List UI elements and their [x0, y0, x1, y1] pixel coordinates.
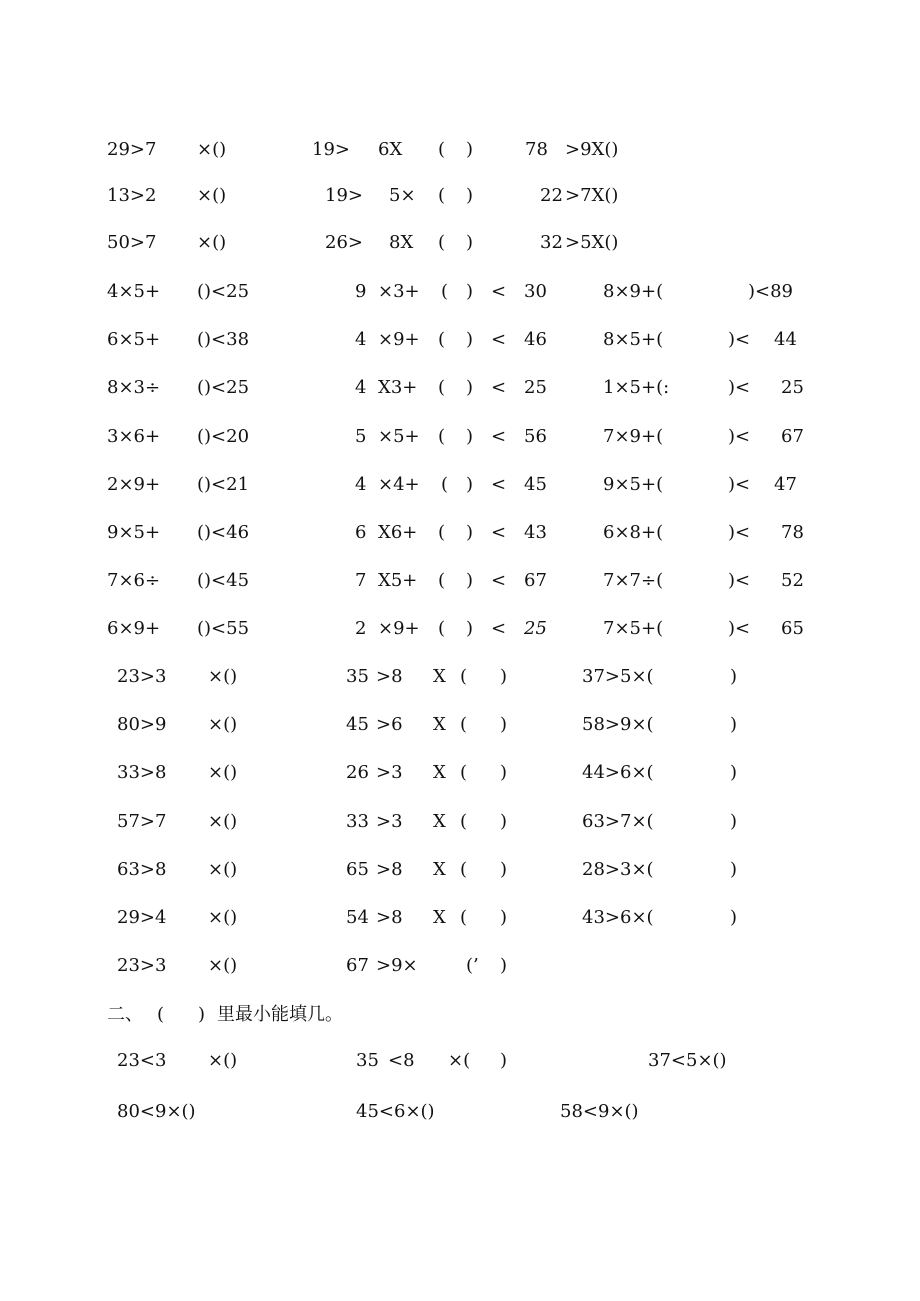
problem-cell: 80<9×() [117, 1101, 196, 1122]
problem-cell: ) [730, 762, 738, 783]
problem-cell: 6 [355, 522, 367, 543]
problem-cell: ) [500, 955, 508, 976]
problem-cell: 58<9×() [560, 1101, 639, 1122]
problem-cell: ( [438, 139, 446, 160]
problem-cell: 8×3÷ [107, 377, 161, 398]
problem-cell: 45 [524, 474, 547, 495]
problem-cell: 8×9+( [603, 281, 664, 302]
problem-cell: 4 [355, 377, 367, 398]
problem-cell: 23>3 [117, 666, 167, 687]
problem-cell: 46 [524, 329, 547, 350]
problem-cell: X [433, 714, 446, 735]
problem-cell: 65 [781, 618, 804, 639]
problem-cell: 7×9+( [603, 426, 664, 447]
problem-cell: )< [728, 474, 751, 495]
problem-cell: ×() [208, 811, 238, 832]
problem-cell: ×() [208, 859, 238, 880]
problem-cell: ) [730, 666, 738, 687]
problem-cell: ( [438, 426, 446, 447]
problem-cell: 52 [781, 570, 804, 591]
problem-cell: ×() [208, 714, 238, 735]
problem-cell: 67 [346, 955, 369, 976]
problem-cell: ) [466, 618, 474, 639]
problem-cell: 7 [355, 570, 367, 591]
problem-cell: 23<3 [117, 1050, 167, 1071]
problem-cell: ) [730, 714, 738, 735]
problem-cell: >5X() [565, 232, 619, 253]
problem-cell: 37>5×( [582, 666, 654, 687]
problem-cell: 44>6×( [582, 762, 654, 783]
problem-cell: 56 [524, 426, 547, 447]
problem-cell: ×() [197, 139, 227, 160]
problem-cell: 50>7 [107, 232, 157, 253]
problem-cell: 7×5+( [603, 618, 664, 639]
problem-cell: 26> [325, 232, 363, 253]
problem-cell: 6×5+ [107, 329, 161, 350]
problem-cell: ()<25 [197, 281, 250, 302]
problem-cell: ( [441, 474, 449, 495]
section-heading: 里最小能填几。 [217, 1004, 343, 1025]
problem-cell: 57>7 [117, 811, 167, 832]
problem-cell: < [491, 570, 507, 591]
problem-cell: X [433, 762, 446, 783]
problem-cell: 22 [540, 185, 563, 206]
problem-cell: ×() [197, 185, 227, 206]
problem-cell: 54 [346, 907, 369, 928]
problem-cell: ()<20 [197, 426, 250, 447]
problem-cell: 65 [346, 859, 369, 880]
problem-cell: ×9+ [378, 618, 420, 639]
problem-cell: 9×5+ [107, 522, 161, 543]
problem-cell: 3×6+ [107, 426, 161, 447]
problem-cell: ( [438, 522, 446, 543]
problem-cell: 47 [774, 474, 797, 495]
problem-cell: ( [460, 714, 468, 735]
problem-cell: (’ [466, 955, 479, 976]
problem-cell: ) [500, 714, 508, 735]
problem-cell: 67 [524, 570, 547, 591]
problem-cell: ×() [208, 1050, 238, 1071]
problem-cell: ) [466, 474, 474, 495]
problem-cell: ) [466, 329, 474, 350]
problem-cell: ( [460, 762, 468, 783]
problem-cell: 43 [524, 522, 547, 543]
problem-cell: 29>4 [117, 907, 167, 928]
problem-cell: < [491, 377, 507, 398]
problem-cell: X [433, 811, 446, 832]
problem-cell: ) [466, 139, 474, 160]
problem-cell: ) [466, 426, 474, 447]
problem-cell: 58>9×( [582, 714, 654, 735]
heading-paren-close: ) [198, 1004, 206, 1025]
problem-cell: 19> [312, 139, 350, 160]
problem-cell: 25 [524, 377, 547, 398]
problem-cell: >8 [376, 666, 403, 687]
problem-cell: 6×8+( [603, 522, 664, 543]
problem-cell: 35 [346, 666, 369, 687]
problem-cell: 7×6÷ [107, 570, 161, 591]
problem-cell: ( [460, 907, 468, 928]
problem-cell: 13>2 [107, 185, 157, 206]
problem-cell: >3 [376, 811, 403, 832]
problem-cell: )< [728, 570, 751, 591]
problem-cell: 5× [389, 185, 416, 206]
problem-cell: X6+ [378, 522, 418, 543]
problem-cell: )< [728, 618, 751, 639]
problem-cell: ) [500, 907, 508, 928]
problem-cell: ( [438, 377, 446, 398]
section-number: 二、 [107, 1004, 143, 1025]
problem-cell: 25 [524, 618, 547, 639]
problem-cell: 30 [524, 281, 547, 302]
problem-cell: >7X() [565, 185, 619, 206]
problem-cell: ×() [208, 762, 238, 783]
problem-cell: 45 [346, 714, 369, 735]
problem-cell: 25 [781, 377, 804, 398]
problem-cell: ()<46 [197, 522, 250, 543]
problem-cell: ) [466, 281, 474, 302]
problem-cell: X5+ [378, 570, 418, 591]
problem-cell: ( [438, 618, 446, 639]
problem-cell: ()<21 [197, 474, 250, 495]
problem-cell: ×5+ [378, 426, 420, 447]
problem-cell: < [491, 618, 507, 639]
problem-cell: ×() [208, 955, 238, 976]
problem-cell: 32 [540, 232, 563, 253]
problem-cell: < [491, 522, 507, 543]
problem-cell: >6 [376, 714, 403, 735]
problem-cell: ×() [208, 666, 238, 687]
problem-cell: 8X [389, 232, 414, 253]
problem-cell: X3+ [378, 377, 418, 398]
problem-cell: 63>7×( [582, 811, 654, 832]
problem-cell: ) [730, 859, 738, 880]
problem-cell: >8 [376, 859, 403, 880]
problem-cell: ) [500, 811, 508, 832]
problem-cell: ) [466, 522, 474, 543]
problem-cell: ( [438, 570, 446, 591]
problem-cell: 9 [355, 281, 367, 302]
problem-cell: ( [460, 859, 468, 880]
problem-cell: 4×5+ [107, 281, 161, 302]
problem-cell: 8×5+( [603, 329, 664, 350]
problem-cell: ()<25 [197, 377, 250, 398]
problem-cell: ) [466, 377, 474, 398]
problem-cell: ×3+ [378, 281, 420, 302]
problem-cell: < [491, 329, 507, 350]
problem-cell: ( [438, 329, 446, 350]
problem-cell: ( [460, 666, 468, 687]
problem-cell: 37<5×() [648, 1050, 727, 1071]
problem-cell: ) [500, 1050, 508, 1071]
problem-cell: ×() [197, 232, 227, 253]
problem-cell: X [433, 859, 446, 880]
problem-cell: ( [438, 232, 446, 253]
problem-cell: 5 [355, 426, 367, 447]
problem-cell: 4 [355, 329, 367, 350]
problem-cell: 28>3×( [582, 859, 654, 880]
problem-cell: 43>6×( [582, 907, 654, 928]
problem-cell: ×() [208, 907, 238, 928]
problem-cell: 78 [781, 522, 804, 543]
problem-cell: ×4+ [378, 474, 420, 495]
problem-cell: 80>9 [117, 714, 167, 735]
problem-cell: ) [500, 666, 508, 687]
problem-cell: X [433, 907, 446, 928]
problem-cell: >8 [376, 907, 403, 928]
problem-cell: )< [728, 329, 751, 350]
problem-cell: ) [500, 859, 508, 880]
problem-cell: X [433, 666, 446, 687]
problem-cell: < [491, 426, 507, 447]
problem-cell: ()<55 [197, 618, 250, 639]
problem-cell: >9X() [565, 139, 619, 160]
problem-cell: 6X [378, 139, 403, 160]
problem-cell: >9× [376, 955, 418, 976]
problem-cell: 1×5+(: [603, 377, 670, 398]
problem-cell: ) [466, 570, 474, 591]
problem-cell: ()<38 [197, 329, 250, 350]
problem-cell: )<89 [748, 281, 794, 302]
problem-cell: ) [730, 907, 738, 928]
problem-cell: 7×7÷( [603, 570, 664, 591]
problem-cell: 78 [525, 139, 548, 160]
problem-cell: 44 [774, 329, 797, 350]
problem-cell: ( [460, 811, 468, 832]
problem-cell: 45<6×() [356, 1101, 435, 1122]
problem-cell: ) [500, 762, 508, 783]
problem-cell: 63>8 [117, 859, 167, 880]
problem-cell: ) [730, 811, 738, 832]
problem-cell: 23>3 [117, 955, 167, 976]
problem-cell: 6×9+ [107, 618, 161, 639]
problem-cell: <8 [388, 1050, 415, 1071]
problem-cell: ) [466, 232, 474, 253]
problem-cell: >3 [376, 762, 403, 783]
problem-cell: 4 [355, 474, 367, 495]
problem-cell: )< [728, 522, 751, 543]
problem-cell: ( [441, 281, 449, 302]
problem-cell: ) [466, 185, 474, 206]
problem-cell: 33 [346, 811, 369, 832]
problem-cell: 67 [781, 426, 804, 447]
problem-cell: ( [438, 185, 446, 206]
problem-cell: < [491, 474, 507, 495]
problem-cell: 33>8 [117, 762, 167, 783]
problem-cell: ×9+ [378, 329, 420, 350]
problem-cell: )< [728, 426, 751, 447]
heading-paren-open: ( [157, 1004, 165, 1025]
problem-cell: 35 [356, 1050, 379, 1071]
problem-cell: 2×9+ [107, 474, 161, 495]
problem-cell: 9×5+( [603, 474, 664, 495]
problem-cell: ×( [448, 1050, 471, 1071]
problem-cell: 19> [325, 185, 363, 206]
problem-cell: 26 [346, 762, 369, 783]
problem-cell: ()<45 [197, 570, 250, 591]
problem-cell: 29>7 [107, 139, 157, 160]
problem-cell: 2 [355, 618, 367, 639]
problem-cell: )< [728, 377, 751, 398]
problem-cell: < [491, 281, 507, 302]
